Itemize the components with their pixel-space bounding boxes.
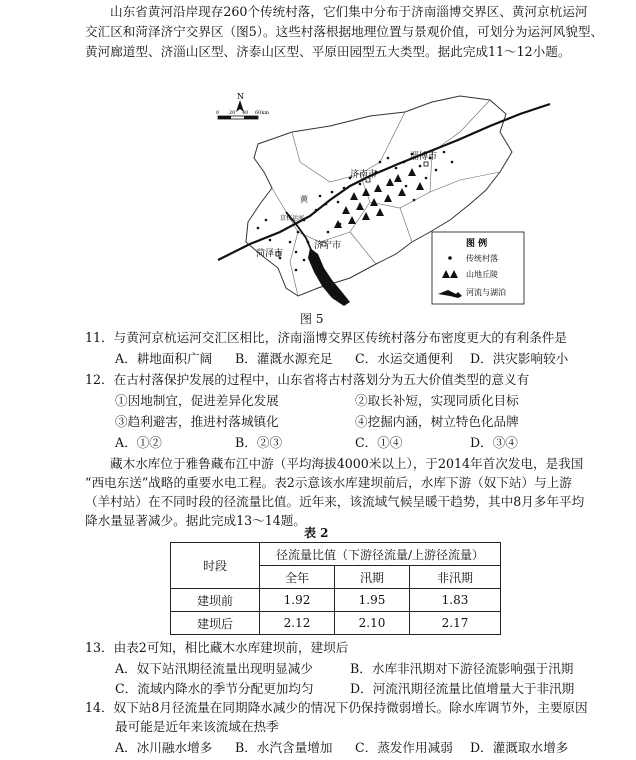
q11-option-c[interactable]: C．水运交通便利 bbox=[355, 351, 453, 366]
shandong-map bbox=[200, 92, 570, 308]
q14-option-d[interactable]: D．灌溉取水增多 bbox=[470, 740, 569, 755]
cell-value: 2.10 bbox=[335, 612, 410, 635]
village-legend-icon bbox=[448, 256, 452, 260]
q11-option-a[interactable]: A．耕地面积广阔 bbox=[115, 351, 213, 366]
q14-option-a[interactable]: A．冰川融水增多 bbox=[115, 740, 213, 755]
mountain-symbols bbox=[334, 168, 424, 228]
city-zibo: 淄博市 bbox=[410, 152, 438, 162]
intro1-line-1: 山东省黄河沿岸现存260个传统村落，它们集中分布于济南淄博交界区、黄河京杭运河 bbox=[110, 4, 588, 19]
q12-option-b[interactable]: B．②③ bbox=[235, 435, 283, 450]
intro2-line-2: “西电东送”战略的重要水电工程。表2示意该水库建坝前后，水库下游（奴下站）与上游 bbox=[85, 475, 572, 490]
row-period: 建坝前 bbox=[171, 589, 260, 612]
legend-title: 图 例 bbox=[466, 239, 488, 249]
city-jinan: 济南市 bbox=[350, 170, 378, 180]
scale-40: 40 bbox=[242, 110, 249, 116]
table-row bbox=[171, 589, 501, 612]
cell-value: 1.83 bbox=[410, 589, 501, 612]
q11-stem: 11．与黄河京杭运河交汇区相比，济南淄博交界区传统村落分布密度更大的有利条件是 bbox=[85, 330, 567, 345]
scale-20: 20 bbox=[229, 110, 236, 116]
q14-option-b[interactable]: B．水汽含量增加 bbox=[235, 740, 333, 755]
q14-stem-2: 最可能是近年来该流域在热季 bbox=[115, 719, 279, 734]
q14-option-c[interactable]: C．蒸发作用减弱 bbox=[355, 740, 453, 755]
q11-option-d[interactable]: D．洪灾影响较小 bbox=[470, 351, 569, 366]
q13-stem: 13．由表2可知，相比藏木水库建坝前，建坝后 bbox=[85, 640, 349, 655]
legend-mountain: 山地丘陵 bbox=[466, 270, 498, 279]
legend-village: 传统村落 bbox=[466, 254, 498, 263]
runoff-ratio-table bbox=[170, 542, 501, 635]
col-nonflood: 非汛期 bbox=[410, 566, 501, 589]
village-dots bbox=[257, 151, 454, 272]
q13-option-a[interactable]: A．奴下站汛期径流量出现明显减少 bbox=[115, 661, 314, 676]
table-row bbox=[171, 612, 501, 635]
city-jining: 济宁市 bbox=[314, 241, 342, 251]
q14-stem-1: 14．奴下站8月径流量在同期降水减少的情况下仍保持微弱增长。除水库调节外，主要原因 bbox=[85, 700, 588, 715]
col-annual: 全年 bbox=[260, 566, 335, 589]
q12-statement-4: ④挖掘内涵，树立特色化品牌 bbox=[355, 414, 519, 429]
scale-60: 60km bbox=[255, 110, 270, 116]
q12-option-a[interactable]: A．①② bbox=[115, 435, 162, 450]
q13-option-d[interactable]: D．河流汛期径流量比值增量大于非汛期 bbox=[350, 681, 575, 696]
q12-statement-1: ①因地制宜，促进差异化发展 bbox=[115, 393, 279, 408]
map-legend bbox=[432, 232, 524, 304]
cell-value: 1.95 bbox=[335, 589, 410, 612]
period-header: 时段 bbox=[171, 543, 260, 589]
q12-stem: 12．在古村落保护发展的过程中，山东省将古村落划分为五大价值类型的意义有 bbox=[85, 372, 530, 387]
row-period: 建坝后 bbox=[171, 612, 260, 635]
q13-option-b[interactable]: B．水库非汛期对下游径流影响强于汛期 bbox=[350, 661, 574, 676]
q11-option-b[interactable]: B．灌溉水源充足 bbox=[235, 351, 333, 366]
cell-value: 1.92 bbox=[260, 589, 335, 612]
north-label: N bbox=[237, 92, 244, 101]
table-title: 表 2 bbox=[304, 526, 329, 540]
north-arrow-icon bbox=[236, 92, 244, 112]
legend-river: 河流与湖泊 bbox=[466, 288, 506, 297]
lake bbox=[308, 248, 350, 306]
cell-value: 2.17 bbox=[410, 612, 501, 635]
intro2-line-4: 降水量显著减少。据此完成13～14题。 bbox=[85, 513, 306, 528]
intro2-line-1: 藏木水库位于雅鲁藏布江中游（平均海拔4000米以上），于2014年首次发电，是我国 bbox=[110, 456, 584, 471]
q13-option-c[interactable]: C．流域内降水的季节分配更加均匀 bbox=[115, 681, 314, 696]
ratio-header: 径流量比值（下游径流量/上游径流量） bbox=[260, 543, 501, 566]
intro1-line-3: 黄河廊道型、济淄山区型、济泰山区型、平原田园型五大类型。据此完成11～12小题。 bbox=[85, 44, 571, 59]
col-flood: 汛期 bbox=[335, 566, 410, 589]
intro2-line-3: （羊村站）在不同时段的径流量比值。近年来，该流域气候呈暖干趋势，其中8月多年平均 bbox=[85, 494, 585, 509]
city-heze: 菏泽市 bbox=[256, 249, 284, 259]
river-label: 黄 bbox=[300, 195, 308, 204]
intro1-line-2: 交汇区和菏泽济宁交界区（图5）。这些村落根据地理位置与景观价值，可划分为运河风貌型、 bbox=[85, 24, 604, 39]
figure-caption: 图 5 bbox=[300, 312, 324, 326]
canal-label: 京杭运河 bbox=[280, 215, 305, 222]
q12-statement-3: ③趋利避害，推进村落城镇化 bbox=[115, 414, 279, 429]
q12-statement-2: ②取长补短，实现同质化目标 bbox=[355, 393, 519, 408]
q12-option-c[interactable]: C．①④ bbox=[355, 435, 403, 450]
scale-bar bbox=[216, 110, 269, 119]
q12-option-d[interactable]: D．③④ bbox=[470, 435, 518, 450]
scale-0: 0 bbox=[216, 110, 220, 116]
cell-value: 2.12 bbox=[260, 612, 335, 635]
